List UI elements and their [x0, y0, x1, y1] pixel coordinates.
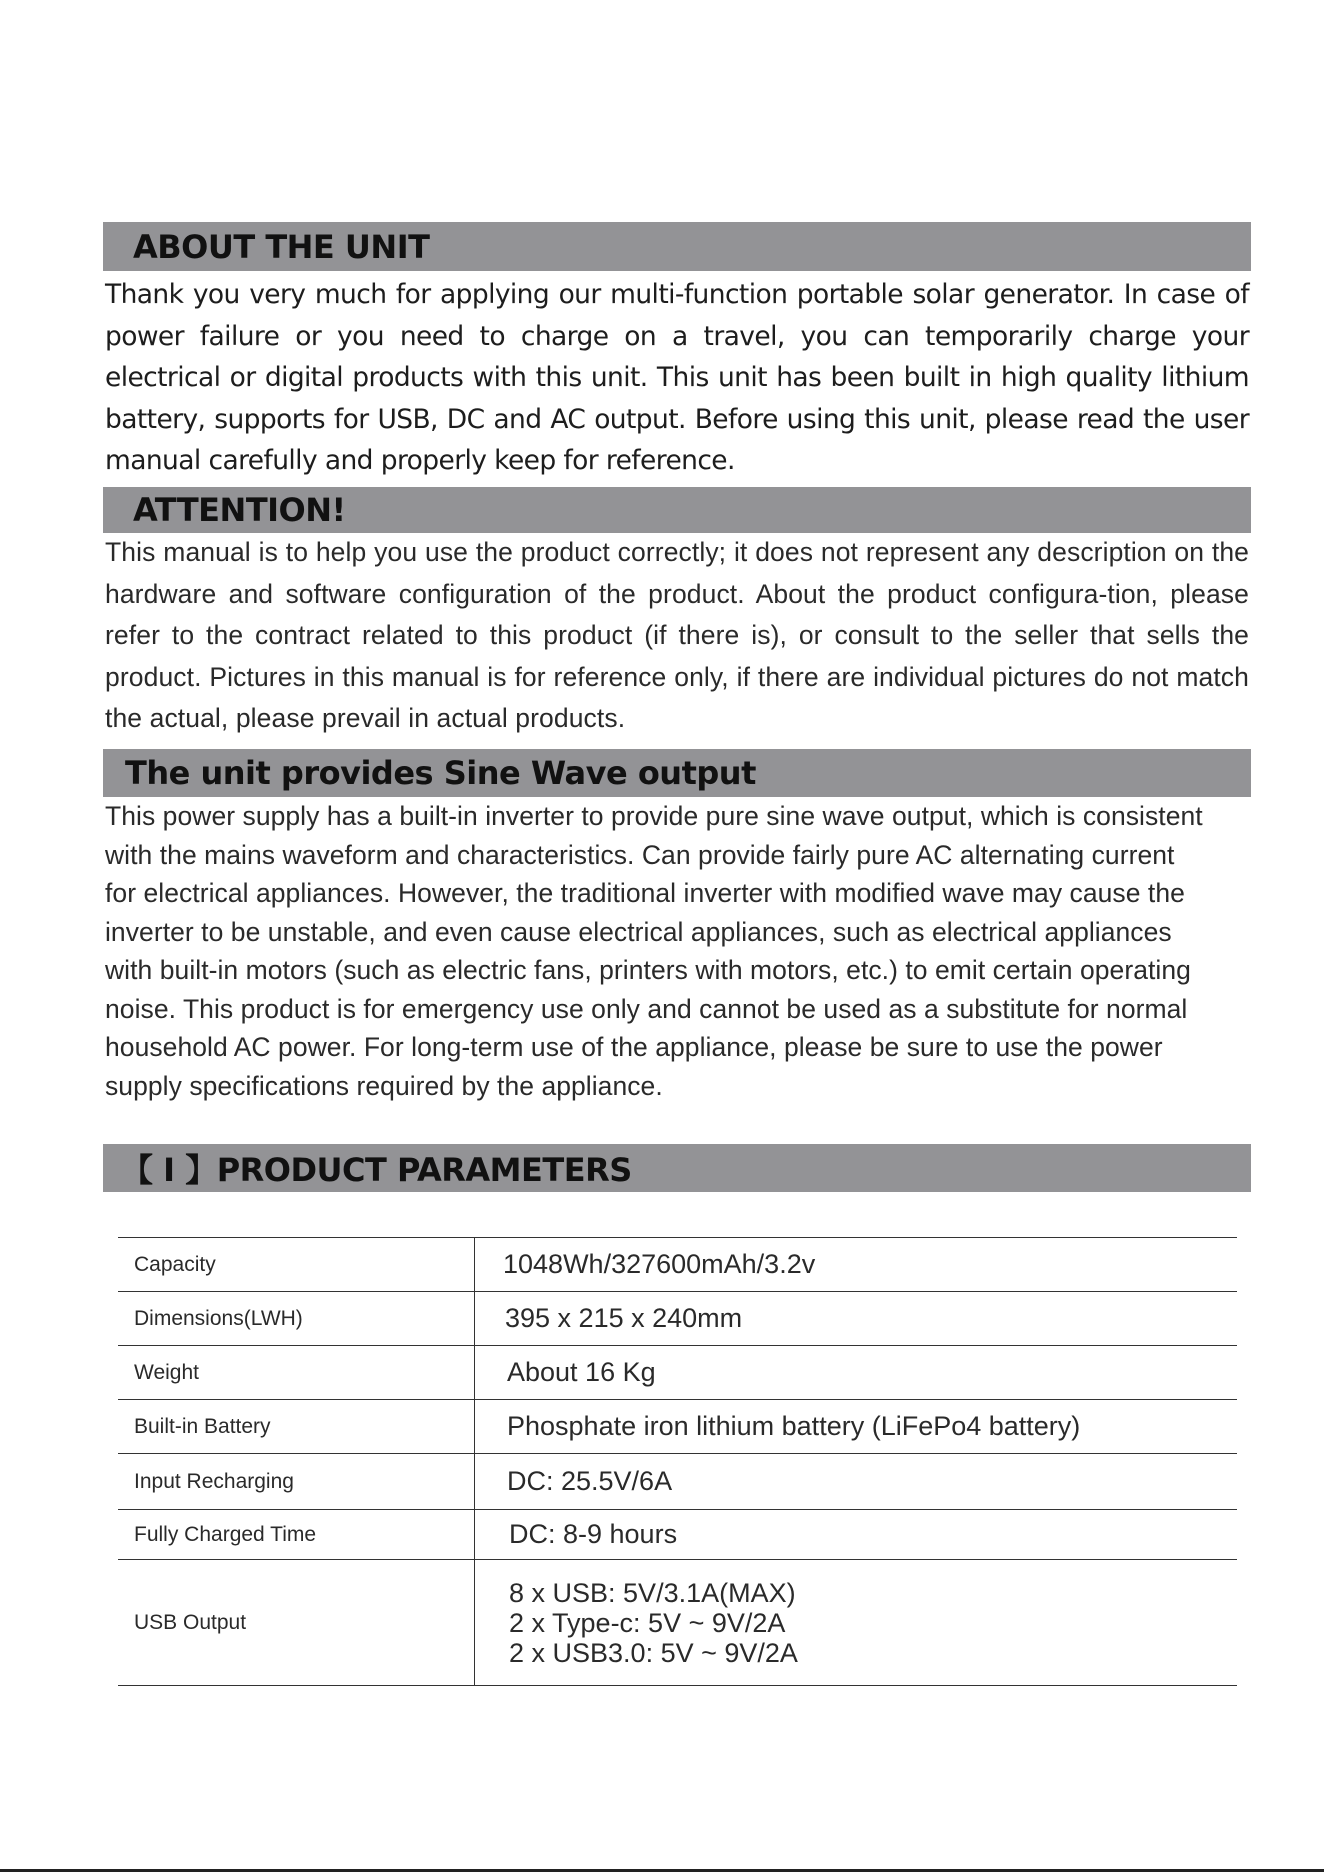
table-row [118, 1560, 1237, 1686]
section-title-about: ABOUT THE UNIT [133, 227, 430, 266]
param-value-multiline [475, 1560, 1238, 1686]
param-label: Capacity [118, 1238, 475, 1292]
section-title-parameters: 【 I 】PRODUCT PARAMETERS [121, 1151, 632, 1189]
param-label: USB Output [118, 1560, 475, 1686]
section-header-parameters [103, 1144, 1251, 1192]
param-label: Dimensions(LWH) [118, 1292, 475, 1346]
param-value: 395 x 215 x 240mm [475, 1292, 1238, 1346]
param-value: DC: 8-9 hours [475, 1510, 1238, 1560]
about-paragraph: Thank you very much for applying our multi-function portable solar generator. In case of power failure or you need to charge on a travel, you can temporarily charge your electrical or digital products with this unit. This unit has been built in high quality lithium battery, supports for USB, DC and AC output. Before using this unit, please read the user manual carefully and properly keep for reference. [105, 279, 1249, 476]
param-label: Input Recharging [118, 1454, 475, 1510]
sine-wave-paragraph: This power supply has a built-in inverter to provide pure sine wave output, which is consistent with the mains waveform and characteristics. Can provide fairly pure AC alternating current for electrical appliances. However, the traditional inverter with modified wave may cause the inverter to be unstable, and even cause electrical appliances, such as electrical appliances with built-in motors (such as electric fans, printers with motors, etc.) to emit certain operating noise. This product is for emergency use only and cannot be used as a substitute for normal household AC power. For long-term use of the appliance, please be sure to use the power supply specifications required by the appliance. [105, 801, 1203, 1101]
usb-output-line: 8 x USB: 5V/3.1A(MAX) [509, 1577, 796, 1608]
param-label: Fully Charged Time [118, 1510, 475, 1560]
param-label: Weight [118, 1346, 475, 1400]
section-header-sine-wave [103, 749, 1251, 797]
usb-output-line: 2 x Type-c: 5V ~ 9V/2A [509, 1607, 786, 1638]
param-label: Built-in Battery [118, 1400, 475, 1454]
table-row [118, 1292, 1237, 1346]
table-row [118, 1510, 1237, 1560]
section-header-attention [103, 487, 1251, 533]
table-row [118, 1400, 1237, 1454]
attention-paragraph: This manual is to help you use the product correctly; it does not represent any description on the hardware and software configuration of the product. About the product configura-tion, please refer to the contract related to this product (if there is), or consult to the seller that sells the product. Pictures in this manual is for reference only, if there are individual pictures do not match the actual, please prevail in actual products. [105, 537, 1249, 733]
table-row [118, 1238, 1237, 1292]
table-row [118, 1346, 1237, 1400]
product-parameters-table [118, 1237, 1237, 1686]
param-value: About 16 Kg [475, 1346, 1238, 1400]
param-value: DC: 25.5V/6A [475, 1454, 1238, 1510]
section-header-about [103, 222, 1251, 271]
param-value: Phosphate iron lithium battery (LiFePo4 battery) [475, 1400, 1238, 1454]
usb-output-line: 2 x USB3.0: 5V ~ 9V/2A [509, 1637, 798, 1668]
table-row [118, 1454, 1237, 1510]
section-title-attention: ATTENTION! [133, 491, 346, 529]
param-value: 1048Wh/327600mAh/3.2v [475, 1238, 1238, 1292]
section-title-sine-wave: The unit provides Sine Wave output [125, 754, 756, 792]
